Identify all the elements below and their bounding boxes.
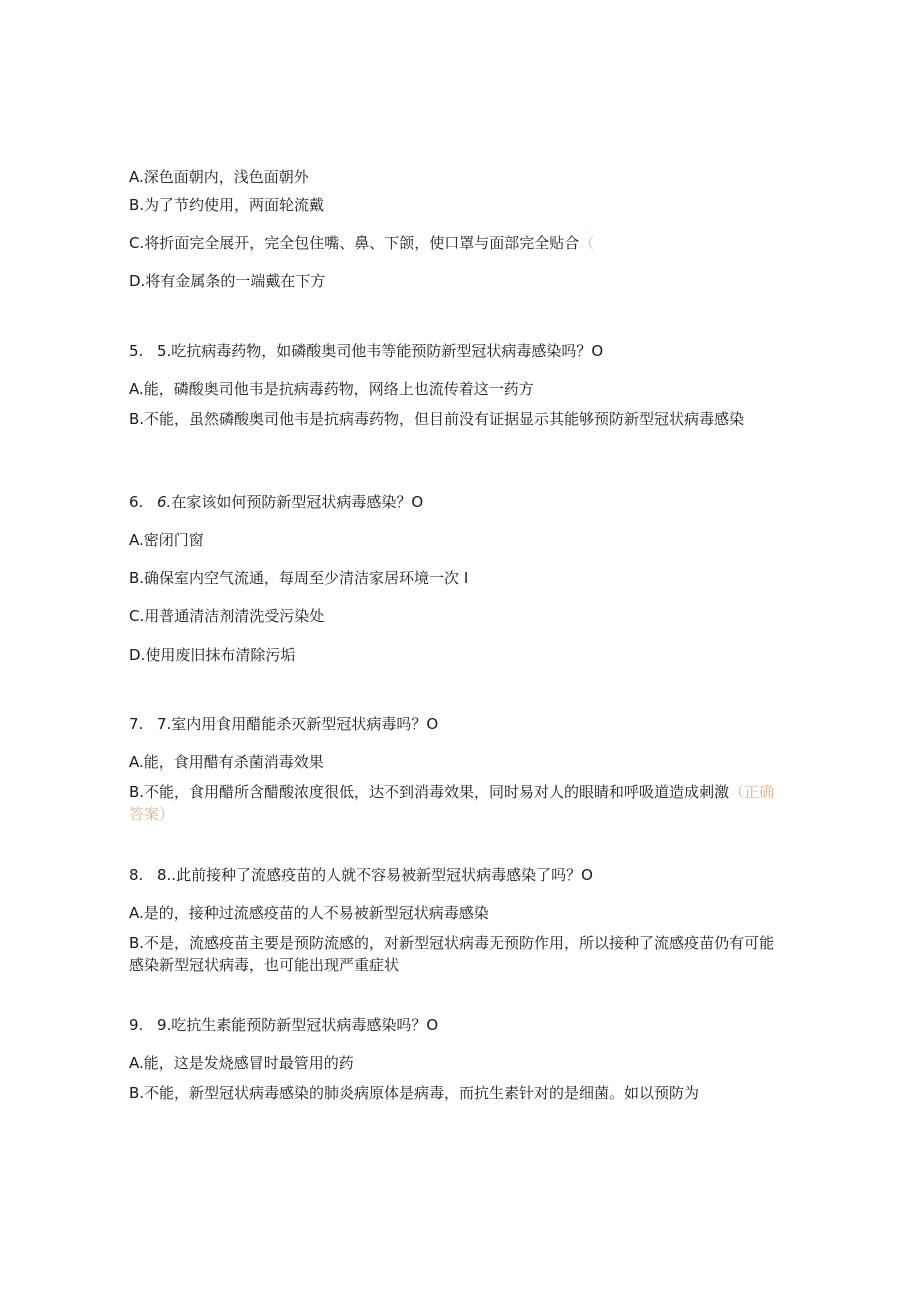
option-a: A.能，这是发烧感冒时最管用的药 <box>129 1054 354 1072</box>
question-number: 7. <box>129 715 144 733</box>
option-b <box>129 781 779 825</box>
option-a: A.深色面朝内，浅色面朝外 <box>129 168 309 186</box>
option-b: B.不能，虽然磷酸奥司他韦是抗病毒药物，但目前没有证据显示其能够预防新型冠状病毒感染 <box>129 410 745 428</box>
question-lead: 6. <box>157 493 172 511</box>
question-9 <box>129 1014 438 1036</box>
question-text: 7.室内用食用醋能杀灭新型冠状病毒吗？O <box>157 715 439 733</box>
question-5 <box>129 340 603 362</box>
option-c <box>129 232 594 254</box>
question-number: 5. <box>129 342 144 360</box>
option-b: B.为了节约使用，两面轮流戴 <box>129 196 325 214</box>
option-a: A.密闭门窗 <box>129 531 204 549</box>
question-8 <box>129 864 593 886</box>
option-b: B.确保室内空气流通，每周至少清洁家居环境一次 I <box>129 569 469 587</box>
option-c-text: C.将折面完全展开，完全包住嘴、鼻、下颌，使口罩与面部完全贴合 <box>129 234 580 252</box>
option-d: D.使用废旧抹布清除污垢 <box>129 646 296 664</box>
option-b: B.不是，流感疫苗主要是预防流感的，对新型冠状病毒无预防作用，所以接种了流感疫苗仍有可能感染新型冠状病毒，也可能出现严重症状 <box>129 934 775 974</box>
question-text: 5.吃抗病毒药物，如磷酸奥司他韦等能预防新型冠状病毒感染吗？O <box>157 342 604 360</box>
question-number: 8. <box>129 866 144 884</box>
option-c: C.用普通清洁剂清洗受污染处 <box>129 607 325 625</box>
question-text: 9.吃抗生素能预防新型冠状病毒感染吗？O <box>157 1016 439 1034</box>
option-a: A.能，食用醋有杀菌消毒效果 <box>129 753 324 771</box>
option-a: A.能，磷酸奥司他韦是抗病毒药物，网络上也流传着这一药方 <box>129 380 534 398</box>
question-6 <box>129 491 423 513</box>
option-b-text: B.不能，食用醋所含醋酸浓度很低，达不到消毒效果，同时易对人的眼睛和呼吸道造成刺激 <box>129 783 730 801</box>
question-number: 9. <box>129 1016 144 1034</box>
answer-mark: （ <box>579 234 595 252</box>
answer-mark: （正确答案） <box>129 783 775 823</box>
option-d: D.将有金属条的一端戴在下方 <box>129 272 326 290</box>
option-b: B.不能，新型冠状病毒感染的肺炎病原体是病毒，而抗生素针对的是细菌。如以预防为 <box>129 1084 700 1102</box>
question-number: 6. <box>129 493 144 511</box>
question-text: 在家该如何预防新型冠状病毒感染？O <box>171 493 424 511</box>
option-a: A.是的，接种过流感疫苗的人不易被新型冠状病毒感染 <box>129 904 489 922</box>
question-7 <box>129 713 438 735</box>
question-text: 8..此前接种了流感疫苗的人就不容易被新型冠状病毒感染了吗？O <box>157 866 593 884</box>
